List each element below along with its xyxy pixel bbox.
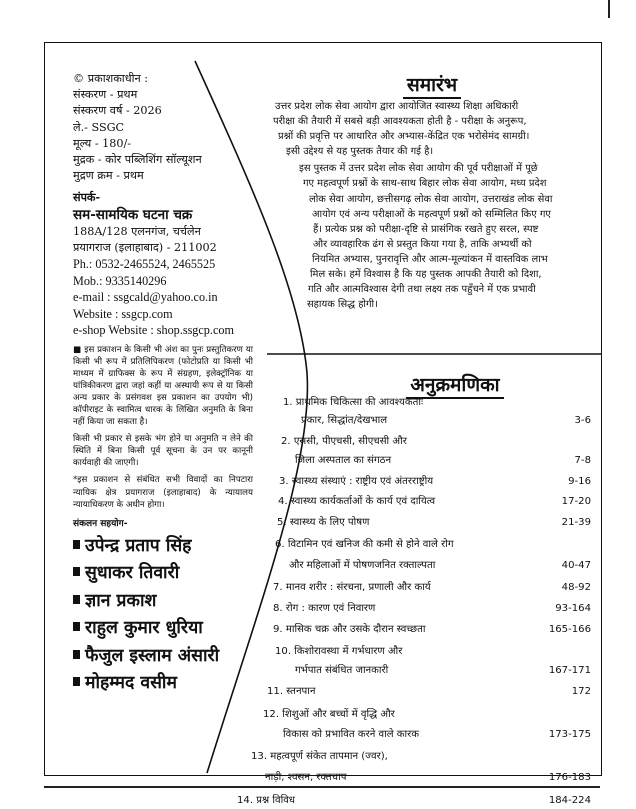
toc-entry [213,395,591,411]
toc-entry-page: 48-92 [561,582,591,593]
intro-line: इस पुस्तक में उत्तर प्रदेश लोक सेवा आयोग की पूर्व परीक्षाओं में पूछे [299,163,538,175]
intro-line: और व्यावहारिक ढंग से प्रस्तुत किया गया है, ताकि अभ्यर्थी को [313,238,532,250]
toc-entry [213,558,591,574]
toc-title: अनुक्रमणिका [345,371,565,397]
intro-line: मिल सके। हमें विश्वास है कि यह पुस्तक आपकी तैयारी को दिशा, [310,269,542,281]
intro-line: लोक सेवा आयोग, छत्तीसगढ़ लोक सेवा आयोग, उत्तराखंड लोक सेवा [309,193,553,205]
toc-entry-text: नाड़ी, श्वसन, रक्तचाप [265,772,347,783]
toc-entry-text: और महिलाओं में पोषणजनित रक्ताल्पता [289,560,436,571]
toc-entry [213,622,591,638]
bullet-square-icon [73,567,80,576]
toc-entry-text: 4. स्वास्थ्य कार्यकर्ताओं के कार्य एवं दायित्व [278,496,436,507]
toc-entry-text: 3. स्वास्थ्य संस्थाएं : राष्ट्रीय एवं अंतरराष्ट्रीय [279,476,434,487]
toc-entry [213,474,591,490]
bottom-rule [44,786,600,788]
toc-entry-text: जिला अस्पताल का संगठन [295,455,392,466]
toc-entry-page: 17-20 [561,496,591,507]
mobile-line: Mob.: 9335140296 [73,273,167,288]
compiler-name: उपेन्द्र प्रताप सिंह [73,533,253,561]
publisher-name: सम-सामयिक घटना चक्र [73,206,193,223]
intro-text [221,99,591,312]
compiler-name: मोहम्मद वसीम [73,670,253,698]
toc-entry [213,434,591,450]
toc-entry [213,515,591,531]
toc-entry-page: 167-171 [548,665,591,676]
compiler-name: ज्ञान प्रकाश [73,588,253,616]
toc-entry-text: 1. प्राथमिक चिकित्सा की आवश्यकताः [283,397,423,408]
toc-entry-text: 14. प्रश्न विविध [237,795,296,806]
bullet-square-icon [73,677,80,686]
toc-entry [213,749,591,765]
intro-title: समारंभ [277,71,587,97]
toc-entry [213,663,591,679]
compilers-label: संकलन सहयोग- [73,518,128,529]
toc-entry-text: 9. मासिक चक्र और उसके दौरान स्वच्छता [273,624,426,635]
toc-entry [213,601,591,617]
toc-entry-text: प्रकार, सिद्धांत/देखभाल [301,415,388,426]
toc-entry-text: 13. महत्वपूर्ण संकेत तापमान (ज्वर), [251,751,388,762]
intro-line: गति और आत्मविश्वास देगी तथा लक्ष्य तक पहुँचने में एक प्रभावी [308,284,536,296]
toc-entry-page: 40-47 [561,560,591,571]
edition-year-line: संस्करण वर्ष - 2026 [73,104,162,118]
toc-entry [213,580,591,596]
intro-line: परीक्षा की तैयारी में सबसे बड़ी आवश्यकता होती है - परीक्षा के अनुरूप, [273,116,527,128]
toc-entry-text: 6. विटामिन एवं खनिज की कमी से होने वाले रोग [275,539,454,550]
intro-line: इसी उद्देश्य से यह पुस्तक तैयार की गई है। [286,146,434,158]
toc-entry-page: 176-183 [548,772,591,783]
toc-entry-page: 93-164 [555,603,591,614]
toc-entry-text: 5. स्वास्थ्य के लिए पोषण [277,517,370,528]
toc-entry [213,770,591,786]
toc-entry-text: 7. मानव शरीर : संरचना, प्रणाली और कार्य [273,582,431,593]
intro-line: आयोग एवं अन्य परीक्षाओं के महत्वपूर्ण प्रश्नों को सम्मिलित किए गए [312,208,551,220]
writer-line: ले.- SSGC [73,120,125,134]
intro-line: उत्तर प्रदेश लोक सेवा आयोग द्वारा आयोजित स्वास्थ्य शिक्षा अधिकारी [275,101,519,112]
toc-entry [213,707,591,723]
print-order-line: मुद्रण क्रम - प्रथम [73,169,144,183]
toc-entry [213,684,591,700]
toc-entry [213,494,591,510]
toc-entry-page: 21-39 [561,517,591,528]
bullet-square-icon [73,595,80,604]
page-frame [44,42,602,806]
intro-line: सहायक सिद्ध होगी। [307,299,378,311]
edition-line: संस्करण - प्रथम [73,88,138,102]
toc-entry-text: 10. किशोरावस्था में गर्भधारण और [275,646,403,657]
email-line: e-mail : ssgcald@yahoo.co.in [73,290,218,305]
printer-line: मुद्रक - कोर पब्लिशिंग सॉल्यूशन [73,153,202,167]
toc-entry [213,644,591,660]
toc-entry-page: 9-16 [568,476,591,487]
compiler-name: राहुल कुमार धुरिया [73,615,253,643]
edge-mark [608,0,610,18]
toc-entry [213,727,591,743]
toc-entry-text: विकास को प्रभावित करने वाले कारक [283,729,420,740]
toc-entry-text: 2. एससी, पीएचसी, सीएचसी और [281,436,407,447]
rights-paragraph-2: किसी भी प्रकार से इसके भंग होने या अनुमति न लेने की स्थिति में बिना किसी पूर्व सूचना के उन पर कानूनी कार्यवाही की जाएगी। [73,434,253,469]
bullet-square-icon [73,650,80,659]
toc-entry-text: गर्भपात संबंधित जानकारी [295,665,389,676]
address-line-2: प्रयागराज (इलाहाबाद) - 211002 [73,240,217,254]
phone-line: Ph.: 0532-2465524, 2465525 [73,257,216,272]
compiler-name: सुधाकर तिवारी [73,560,253,588]
toc-entry-page: 184-224 [548,795,591,806]
intro-line: गए महत्वपूर्ण प्रश्नों के साथ-साथ बिहार लोक सेवा आयोग, मध्य प्रदेश [303,178,547,190]
toc-entry-page: 172 [571,686,591,697]
intro-line: नियमित अभ्यास, पुनरावृत्ति और आत्म-मूल्यांकन में वास्तविक लाभ [312,253,548,265]
eshop-line: e-shop Website : shop.ssgcp.com [73,323,234,338]
toc-entry [213,793,591,809]
toc-entry-page: 165-166 [548,624,591,635]
rights-paragraph-3: *इस प्रकाशन से संबंधित सभी विवादों का निपटारा न्यायिक क्षेत्र प्रयागराज (इलाहाबाद) के न्यायालय न्यायाधिकरण के अधीन होगा। [73,475,253,510]
toc-entry-page: 7-8 [574,455,591,466]
toc-entry-page: 3-6 [574,415,591,426]
price-line: मूल्य - 180/- [73,136,132,150]
intro-line: हैं। प्रत्येक प्रश्न को परीक्षा-दृष्टि से प्रासंगिक रखते हुए सरल, स्पष्ट [313,223,539,235]
intro-line: प्रश्नों की प्रवृत्ति पर आधारित और अभ्यास-केंद्रित एक भरोसेमंद सामग्री। [278,131,530,143]
copyright-line: © प्रकाशकाधीन : [73,72,149,85]
address-line-1: 188A/128 एलनगंज, चर्चलेन [73,224,201,238]
bullet-square-icon [73,540,80,549]
toc-entry-page: 173-175 [548,729,591,740]
toc-entry-text: 11. स्तनपान [267,686,316,697]
compiler-name: फैजुल इस्लाम अंसारी [73,643,253,671]
bullet-square-icon [73,622,80,631]
toc-entry-text: 8. रोग : कारण एवं निवारण [273,603,376,614]
rights-paragraph-1: ■ इस प्रकाशन के किसी भी अंश का पुनः प्रस्तुतिकरण या किसी भी रूप में प्रतिलिपिकरण (फोटोप्रति या किसी भी माध्यम में ग्राफिक्स के रूप में संग्रहण, इलेक्ट्रॉनिक या यांत्रिकीकरण द्वारा जहां कहीं या अस्थायी रूप से या किसी अन्य प्रकार के प्रसंगवश इस प्रकाशन का उपयोग भी) कॉपीराइट के स्वामित्व धारक के लिखित अनुमति के बिना नहीं किया जा सकता है। [73,344,253,428]
toc-entry [213,413,591,429]
toc-entry-text: 12. शिशुओं और बच्चों में वृद्धि और [263,709,395,720]
toc-entry [213,453,591,469]
contact-label: संपर्क- [73,190,101,205]
website-line: Website : ssgcp.com [73,306,173,321]
toc-entry [213,537,591,553]
